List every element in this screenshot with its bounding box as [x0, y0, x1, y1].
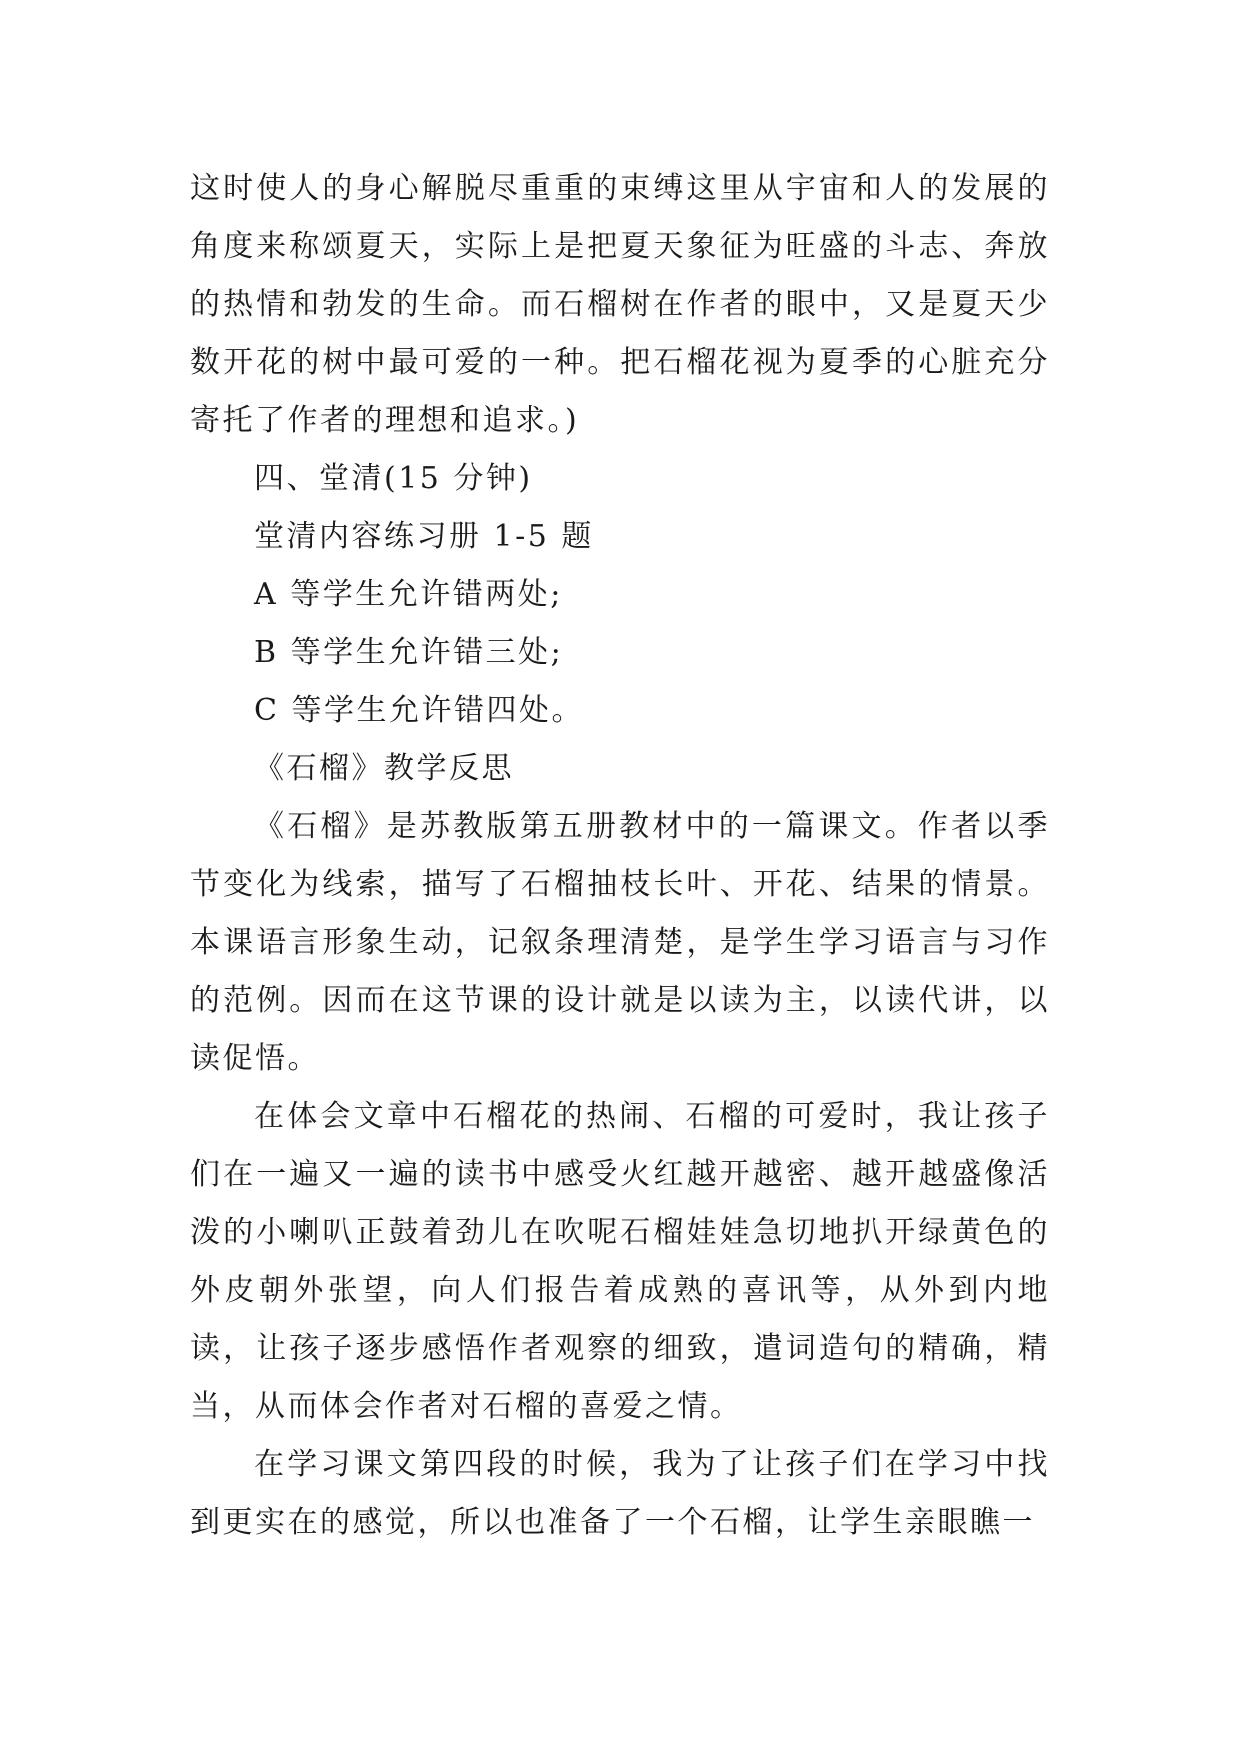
paragraph-grade-c: C 等学生允许错四处。 [254, 693, 584, 728]
section-heading-class-review: 四、堂清(15 分钟) [254, 461, 533, 496]
paragraph-reflection-section-four: 在学习课文第四段的时候，我为了让孩子们在学习中找到更实在的感觉，所以也准备了一个石榴，让学生亲眼瞧一 [190, 1447, 1050, 1540]
paragraph-grade-b: B 等学生允许错三处; [254, 635, 564, 670]
paragraph-summer-meaning: 这时使人的身心解脱尽重重的束缚这里从宇宙和人的发展的角度来称颂夏天，实际上是把夏天象征为旺盛的斗志、奔放的热情和勃发的生命。而石榴树在作者的眼中，又是夏天少数开花的树中最可爱的一种。把石榴花视为夏季的心脏充分寄托了作者的理想和追求。) [190, 171, 1050, 438]
paragraph-reflection-reading: 在体会文章中石榴花的热闹、石榴的可爱时，我让孩子们在一遍又一遍的读书中感受火红越开越密、越开越盛像活泼的小喇叭正鼓着劲儿在吹呢石榴娃娃急切地扒开绿黄色的外皮朝外张望，向人们报告着成熟的喜讯等，从外到内地读，让孩子逐步感悟作者观察的细致，遣词造句的精确，精当，从而体会作者对石榴的喜爱之情。 [190, 1099, 1050, 1424]
paragraph-review-content: 堂清内容练习册 1-5 题 [254, 519, 594, 554]
paragraph-reflection-intro: 《石榴》是苏教版第五册教材中的一篇课文。作者以季节变化为线索，描写了石榴抽枝长叶、开花、结果的情景。本课语言形象生动，记叙条理清楚，是学生学习语言与习作的范例。因而在这节课的设计就是以读为主，以读代讲，以读促悟。 [190, 809, 1050, 1076]
section-heading-reflection: 《石榴》教学反思 [254, 751, 514, 786]
document-body [190, 160, 1050, 1552]
paragraph-grade-a: A 等学生允许错两处; [254, 577, 563, 612]
